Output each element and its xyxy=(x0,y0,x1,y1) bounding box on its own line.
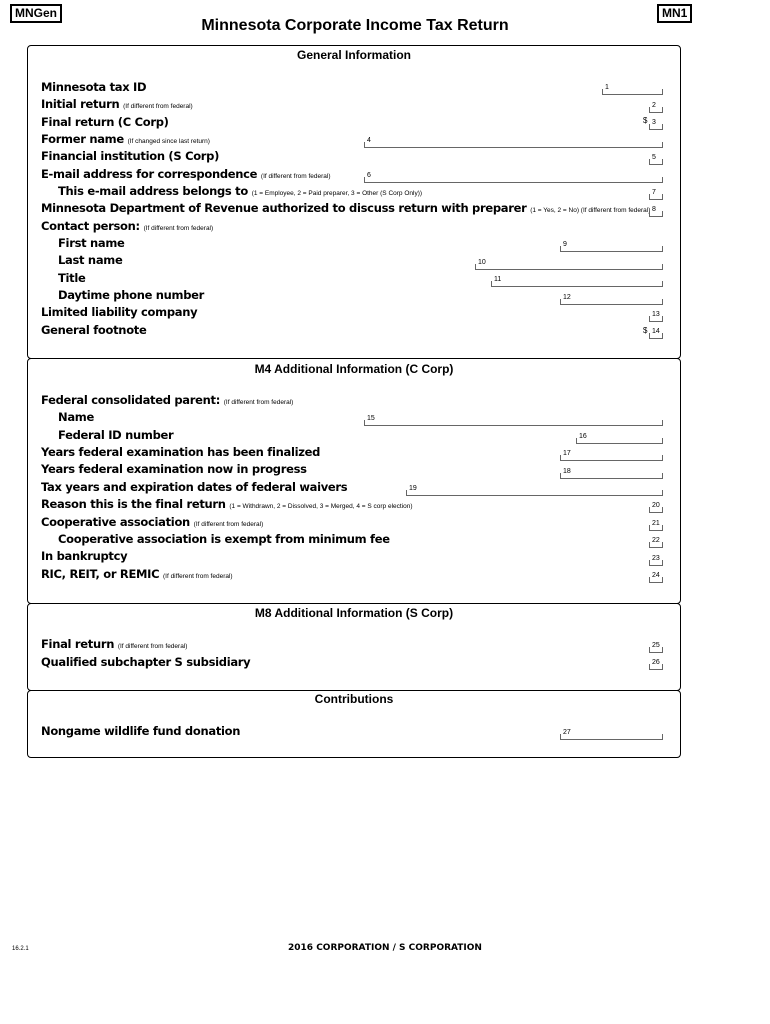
label-financial-institution: Financial institution (S Corp) xyxy=(41,149,220,163)
field-7[interactable]: 7 xyxy=(649,194,663,200)
field-12[interactable]: 12 xyxy=(560,299,663,305)
section-title-contributions: Contributions xyxy=(314,692,394,706)
label-federal-waivers: Tax years and expiration dates of federal waivers xyxy=(41,480,348,494)
field-2[interactable]: 2 xyxy=(649,107,663,113)
label-email: E-mail address for correspondence (If different from federal) xyxy=(41,167,331,181)
field-4[interactable]: 4 xyxy=(364,142,663,148)
label-federal-id: Federal ID number xyxy=(58,428,174,442)
label-exam-progress: Years federal examination now in progress xyxy=(41,462,307,476)
field-13[interactable]: 13 xyxy=(649,316,663,322)
label-first-name: First name xyxy=(58,236,125,250)
field-16[interactable]: 16 xyxy=(576,438,663,444)
field-25[interactable]: 25 xyxy=(649,647,663,653)
label-general-footnote: General footnote xyxy=(41,323,147,337)
label-title: Title xyxy=(58,271,86,285)
label-exam-finalized: Years federal examination has been finalized xyxy=(41,445,321,459)
label-ric-reit-remic: RIC, REIT, or REMIC (If different from federal) xyxy=(41,567,233,581)
field-17[interactable]: 17 xyxy=(560,455,663,461)
form-id-tag-left: MNGen xyxy=(10,4,62,23)
section-title-m8: M8 Additional Information (S Corp) xyxy=(254,606,454,620)
label-m8-final-return: Final return (If different from federal) xyxy=(41,637,188,651)
dollar-sign-14: $ xyxy=(643,326,648,335)
label-contact-person: Contact person: (If different from federal) xyxy=(41,219,214,233)
dollar-sign-3: $ xyxy=(643,116,648,125)
field-14[interactable]: 14 xyxy=(649,333,663,339)
field-19[interactable]: 19 xyxy=(406,490,663,496)
version-number: 16.2.1 xyxy=(12,946,29,952)
label-last-name: Last name xyxy=(58,253,123,267)
field-6[interactable]: 6 xyxy=(364,177,663,183)
field-11[interactable]: 11 xyxy=(491,281,663,287)
label-final-reason: Reason this is the final return (1 = Withdrawn, 2 = Dissolved, 3 = Merged, 4 = S corp election) xyxy=(41,497,413,511)
label-authorized-preparer: Minnesota Department of Revenue authorized to discuss return with preparer (1 = Yes, 2 = No) (If different from federal) xyxy=(41,201,651,215)
field-9[interactable]: 9 xyxy=(560,246,663,252)
footer-form-name: 2016 CORPORATION / S CORPORATION xyxy=(288,943,482,953)
section-title-general: General Information xyxy=(296,48,412,62)
field-27[interactable]: 27 xyxy=(560,734,663,740)
field-20[interactable]: 20 xyxy=(649,507,663,513)
label-bankruptcy: In bankruptcy xyxy=(41,549,128,563)
field-8[interactable]: 8 xyxy=(649,211,663,217)
field-10[interactable]: 10 xyxy=(475,264,663,270)
field-21[interactable]: 21 xyxy=(649,525,663,531)
field-18[interactable]: 18 xyxy=(560,473,663,479)
field-3[interactable]: 3 xyxy=(649,124,663,130)
label-initial-return: Initial return (If different from federal) xyxy=(41,97,193,111)
label-phone: Daytime phone number xyxy=(58,288,205,302)
field-23[interactable]: 23 xyxy=(649,560,663,566)
label-nongame-wildlife: Nongame wildlife fund donation xyxy=(41,724,241,738)
label-parent-name: Name xyxy=(58,410,94,424)
label-final-return-c: Final return (C Corp) xyxy=(41,115,169,129)
page-title: Minnesota Corporate Income Tax Return xyxy=(201,17,509,34)
section-title-m4: M4 Additional Information (C Corp) xyxy=(254,362,454,376)
field-22[interactable]: 22 xyxy=(649,542,663,548)
field-24[interactable]: 24 xyxy=(649,577,663,583)
field-5[interactable]: 5 xyxy=(649,159,663,165)
label-consolidated-parent: Federal consolidated parent: (If different from federal) xyxy=(41,393,294,407)
label-cooperative: Cooperative association (If different from federal) xyxy=(41,515,264,529)
label-former-name: Former name (If changed since last return) xyxy=(41,132,210,146)
form-id-tag-right: MN1 xyxy=(657,4,692,23)
label-email-belongs: This e-mail address belongs to (1 = Employee, 2 = Paid preparer, 3 = Other (S Corp Only)) xyxy=(58,184,423,198)
field-15[interactable]: 15 xyxy=(364,420,663,426)
label-qsub: Qualified subchapter S subsidiary xyxy=(41,655,251,669)
field-1[interactable]: 1 xyxy=(602,89,663,95)
label-tax-id: Minnesota tax ID xyxy=(41,80,147,94)
field-26[interactable]: 26 xyxy=(649,664,663,670)
label-coop-exempt: Cooperative association is exempt from minimum fee xyxy=(58,532,390,546)
label-llc: Limited liability company xyxy=(41,305,198,319)
